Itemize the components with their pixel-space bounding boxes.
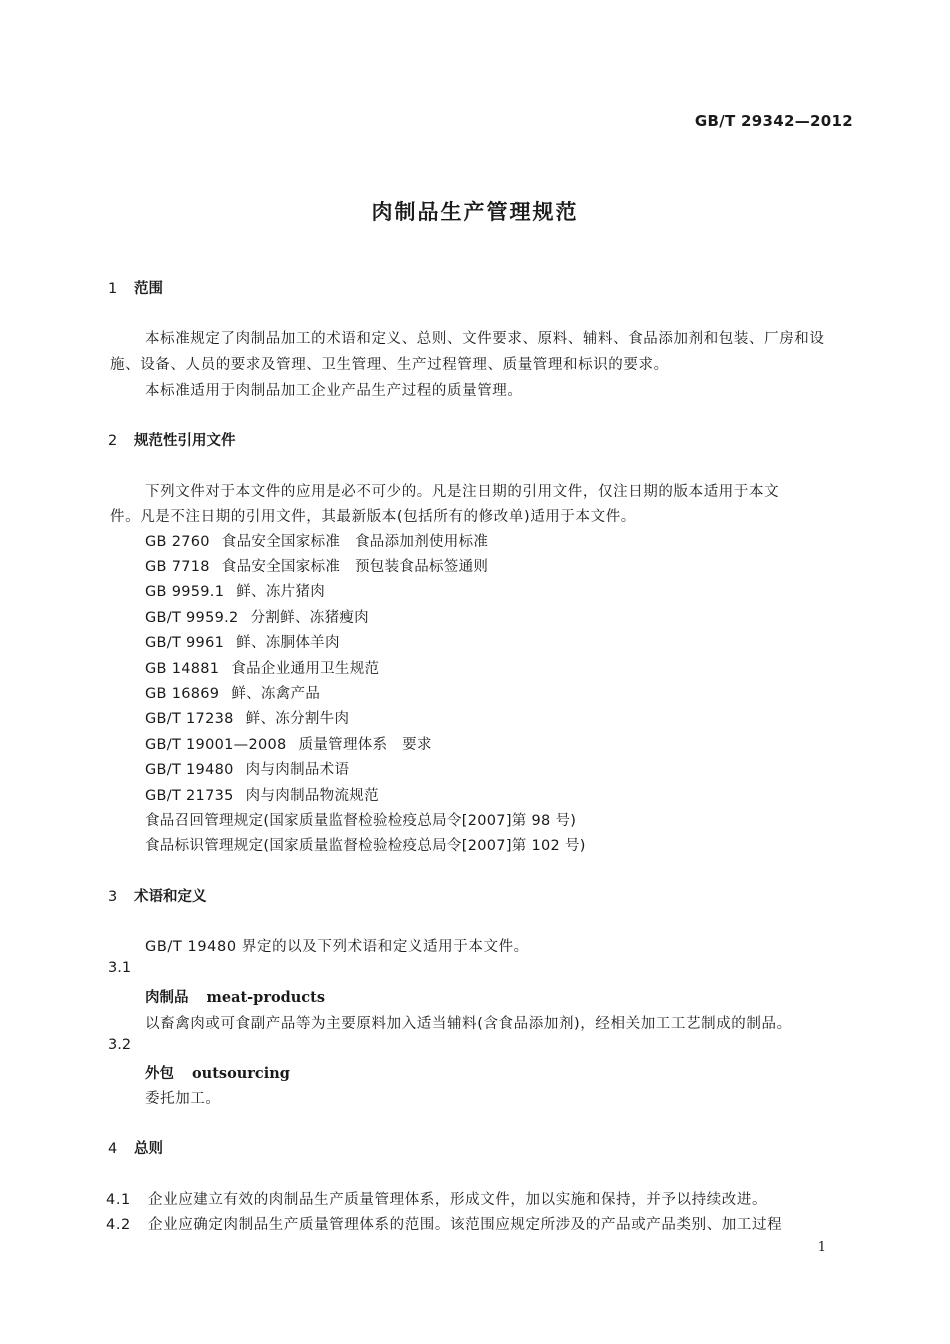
reference-item: 食品召回管理规定(国家质量监督检验检疫总局令[2007]第 98 号) — [145, 813, 577, 829]
reference-title: 分割鲜、冻猪瘦肉 — [250, 610, 369, 626]
document-title: 肉制品生产管理规范 — [371, 200, 579, 224]
reference-item — [145, 707, 349, 728]
reference-item — [145, 555, 488, 576]
reference-item — [145, 530, 488, 551]
reference-title: 食品安全国家标准 预包装食品标签通则 — [221, 559, 489, 575]
reference-item — [145, 784, 379, 805]
section-1-heading — [108, 277, 163, 298]
term-name — [145, 986, 325, 1007]
reference-item — [145, 733, 432, 754]
reference-code: GB/T 9961 — [145, 635, 225, 651]
reference-title: 鲜、冻分割牛肉 — [245, 711, 350, 727]
term-name-zh: 肉制品 — [145, 990, 189, 1006]
reference-code: GB/T 21735 — [145, 788, 234, 804]
reference-code: GB/T 19480 — [145, 762, 234, 778]
term-definition: 委托加工。 — [145, 1091, 221, 1107]
section-2-intro-line-2: 件。凡是不注日期的引用文件，其最新版本(包括所有的修改单)适用于本文件。 — [110, 509, 636, 525]
reference-code: GB 14881 — [145, 661, 220, 677]
section-number: 3 — [108, 889, 118, 905]
reference-code: GB/T 17238 — [145, 711, 234, 727]
section-number: 4 — [108, 1141, 118, 1157]
term-name — [145, 1062, 290, 1083]
term-name-zh: 外包 — [145, 1066, 174, 1082]
standard-number: GB/T 29342—2012 — [694, 112, 853, 130]
reference-code: GB 2760 — [145, 534, 210, 550]
reference-title: 食品安全国家标准 食品添加剂使用标准 — [221, 534, 489, 550]
reference-item — [145, 606, 369, 627]
clause-text: 企业应确定肉制品生产质量管理体系的范围。该范围应规定所涉及的产品或产品类别、加工过程 — [148, 1217, 783, 1233]
clause-4-2 — [106, 1213, 782, 1234]
section-1-paragraph-1-line-1: 本标准规定了肉制品加工的术语和定义、总则、文件要求、原料、辅料、食品添加剂和包装、厂房和设 — [145, 331, 825, 347]
section-2-intro-line-1: 下列文件对于本文件的应用是必不可少的。凡是注日期的引用文件，仅注日期的版本适用于本文 — [145, 484, 780, 500]
reference-title: 鲜、冻片猪肉 — [236, 584, 326, 600]
reference-code: GB/T 9959.2 — [145, 610, 239, 626]
reference-item — [145, 631, 340, 652]
reference-item — [145, 758, 349, 779]
reference-title: 质量管理体系 要求 — [298, 737, 432, 753]
reference-title: 鲜、冻胴体羊肉 — [236, 635, 340, 651]
clause-text: 企业应建立有效的肉制品生产质量管理体系，形成文件，加以实施和保持，并予以持续改进。 — [148, 1192, 768, 1208]
section-1-paragraph-1-line-2: 施、设备、人员的要求及管理、卫生管理、生产过程管理、质量管理和标识的要求。 — [110, 357, 669, 373]
reference-item — [145, 657, 379, 678]
term-name-en: outsourcing — [192, 1065, 290, 1082]
reference-title: 肉与肉制品术语 — [245, 762, 350, 778]
section-number: 1 — [108, 281, 118, 297]
reference-item — [145, 682, 320, 703]
section-4-heading — [108, 1137, 163, 1158]
reference-title: 食品企业通用卫生规范 — [231, 661, 380, 677]
reference-title: 肉与肉制品物流规范 — [245, 788, 379, 804]
section-3-intro: GB/T 19480 界定的以及下列术语和定义适用于本文件。 — [145, 939, 529, 955]
term-name-en: meat-products — [206, 989, 325, 1006]
section-title: 术语和定义 — [134, 889, 207, 905]
section-1-paragraph-2: 本标准适用于肉制品加工企业产品生产过程的质量管理。 — [145, 383, 523, 399]
term-number: 3.1 — [108, 960, 132, 976]
clause-4-1 — [106, 1188, 767, 1209]
term-definition: 以畜禽肉或可食副产品等为主要原料加入适当辅料(含食品添加剂)，经相关加工工艺制成的制品。 — [145, 1016, 792, 1032]
section-title: 范围 — [134, 281, 163, 297]
section-2-heading — [108, 429, 236, 450]
reference-title: 鲜、冻禽产品 — [231, 686, 321, 702]
page-number: 1 — [817, 1240, 826, 1255]
section-title: 总则 — [134, 1141, 163, 1157]
clause-number: 4.2 — [106, 1217, 131, 1233]
section-number: 2 — [108, 433, 118, 449]
section-title: 规范性引用文件 — [134, 433, 236, 449]
section-3-heading — [108, 885, 207, 906]
reference-code: GB 9959.1 — [145, 584, 225, 600]
clause-number: 4.1 — [106, 1192, 131, 1208]
term-number: 3.2 — [108, 1037, 132, 1053]
reference-code: GB 7718 — [145, 559, 210, 575]
reference-code: GB/T 19001—2008 — [145, 737, 287, 753]
reference-item — [145, 580, 325, 601]
reference-item: 食品标识管理规定(国家质量监督检验检疫总局令[2007]第 102 号) — [145, 838, 586, 854]
reference-code: GB 16869 — [145, 686, 220, 702]
